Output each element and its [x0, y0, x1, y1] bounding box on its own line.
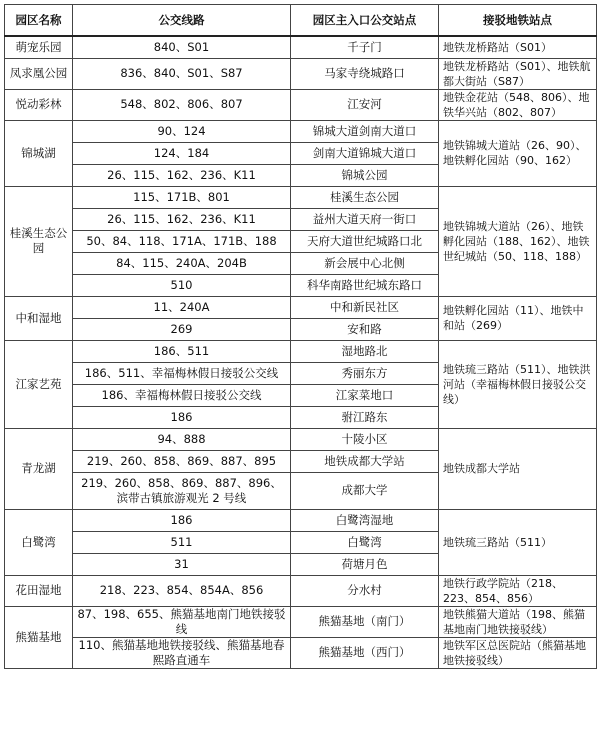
bus-lines-cell: 836、840、S01、S87 — [73, 58, 291, 89]
bus-lines-cell: 31 — [73, 553, 291, 575]
bus-lines-cell: 11、240A — [73, 296, 291, 318]
park-name-cell: 江家艺苑 — [5, 340, 73, 428]
main-stop-cell: 江家菜地口 — [291, 384, 439, 406]
metro-cell: 地铁龙桥路站（S01） — [439, 36, 597, 58]
bus-lines-cell: 94、888 — [73, 428, 291, 450]
metro-cell: 地铁军区总医院站（熊猫基地地铁接驳线） — [439, 637, 597, 668]
bus-lines-cell: 186、511、幸福梅林假日接驳公交线 — [73, 362, 291, 384]
main-stop-cell: 中和新民社区 — [291, 296, 439, 318]
main-stop-cell: 桂溪生态公园 — [291, 186, 439, 208]
main-stop-cell: 十陵小区 — [291, 428, 439, 450]
metro-cell: 地铁行政学院站（218、223、854、856） — [439, 575, 597, 606]
main-stop-cell: 湿地路北 — [291, 340, 439, 362]
bus-lines-cell: 510 — [73, 274, 291, 296]
park-name-cell: 白鹭湾 — [5, 509, 73, 575]
table-row — [5, 89, 597, 120]
metro-cell: 地铁金花站（548、806）、地铁华兴站（802、807） — [439, 89, 597, 120]
table-row — [5, 296, 597, 318]
table-row — [5, 509, 597, 531]
table-row — [5, 575, 597, 606]
bus-lines-cell: 186 — [73, 406, 291, 428]
park-name-cell: 萌宠乐园 — [5, 36, 73, 58]
table-row — [5, 58, 597, 89]
main-stop-cell: 熊猫基地（南门） — [291, 606, 439, 637]
metro-cell: 地铁熊猫大道站（198、熊猫基地南门地铁接驳线） — [439, 606, 597, 637]
main-stop-cell: 安和路 — [291, 318, 439, 340]
header-metro: 接驳地铁站点 — [439, 5, 597, 37]
table-row — [5, 186, 597, 208]
main-stop-cell: 马家寺绕城路口 — [291, 58, 439, 89]
bus-lines-cell: 26、115、162、236、K11 — [73, 208, 291, 230]
table-row — [5, 340, 597, 362]
header-main-stop: 园区主入口公交站点 — [291, 5, 439, 37]
park-name-cell: 中和湿地 — [5, 296, 73, 340]
bus-lines-cell: 269 — [73, 318, 291, 340]
table-row — [5, 120, 597, 142]
park-name-cell: 悦动彩林 — [5, 89, 73, 120]
bus-metro-table — [4, 4, 597, 669]
metro-cell: 地铁孵化园站（11）、地铁中和站（269） — [439, 296, 597, 340]
main-stop-cell: 益州大道天府一街口 — [291, 208, 439, 230]
table-row — [5, 428, 597, 450]
metro-cell: 地铁锦城大道站（26、90）、地铁孵化园站（90、162） — [439, 120, 597, 186]
bus-lines-cell: 87、198、655、熊猫基地南门地铁接驳线 — [73, 606, 291, 637]
bus-lines-cell: 219、260、858、869、887、896、滨带古镇旅游观光 2 号线 — [73, 472, 291, 509]
bus-lines-cell: 50、84、118、171A、171B、188 — [73, 230, 291, 252]
park-name-cell: 凤求凰公园 — [5, 58, 73, 89]
park-name-cell: 花田湿地 — [5, 575, 73, 606]
main-stop-cell: 荷塘月色 — [291, 553, 439, 575]
main-stop-cell: 驸江路东 — [291, 406, 439, 428]
metro-cell: 地铁锦城大道站（26）、地铁孵化园站（188、162）、地铁世纪城站（50、118、188） — [439, 186, 597, 296]
main-stop-cell: 地铁成都大学站 — [291, 450, 439, 472]
header-park: 园区名称 — [5, 5, 73, 37]
main-stop-cell: 白鹭湾 — [291, 531, 439, 553]
main-stop-cell: 秀丽东方 — [291, 362, 439, 384]
main-stop-cell: 锦城公园 — [291, 164, 439, 186]
park-name-cell: 锦城湖 — [5, 120, 73, 186]
bus-lines-cell: 84、115、240A、204B — [73, 252, 291, 274]
metro-cell: 地铁琉三路站（511） — [439, 509, 597, 575]
park-name-cell: 熊猫基地 — [5, 606, 73, 668]
table-row — [5, 637, 597, 668]
main-stop-cell: 科华南路世纪城东路口 — [291, 274, 439, 296]
main-stop-cell: 锦城大道剑南大道口 — [291, 120, 439, 142]
park-name-cell: 青龙湖 — [5, 428, 73, 509]
bus-lines-cell: 90、124 — [73, 120, 291, 142]
bus-lines-cell: 186 — [73, 509, 291, 531]
main-stop-cell: 分水村 — [291, 575, 439, 606]
metro-cell: 地铁琉三路站（511）、地铁洪河站（幸福梅林假日接驳公交线） — [439, 340, 597, 428]
bus-lines-cell: 124、184 — [73, 142, 291, 164]
bus-lines-cell: 840、S01 — [73, 36, 291, 58]
main-stop-cell: 白鹭湾湿地 — [291, 509, 439, 531]
header-row — [5, 5, 597, 37]
metro-cell: 地铁成都大学站 — [439, 428, 597, 509]
bus-lines-cell: 110、熊猫基地地铁接驳线、熊猫基地春熙路直通车 — [73, 637, 291, 668]
table-row — [5, 36, 597, 58]
bus-lines-cell: 548、802、806、807 — [73, 89, 291, 120]
main-stop-cell: 熊猫基地（西门） — [291, 637, 439, 668]
metro-cell: 地铁龙桥路站（S01）、地铁航都大街站（S87） — [439, 58, 597, 89]
main-stop-cell: 剑南大道锦城大道口 — [291, 142, 439, 164]
main-stop-cell: 千子门 — [291, 36, 439, 58]
bus-lines-cell: 219、260、858、869、887、895 — [73, 450, 291, 472]
park-name-cell: 桂溪生态公园 — [5, 186, 73, 296]
bus-lines-cell: 115、171B、801 — [73, 186, 291, 208]
bus-lines-cell: 218、223、854、854A、856 — [73, 575, 291, 606]
bus-lines-cell: 186、幸福梅林假日接驳公交线 — [73, 384, 291, 406]
table-body — [5, 36, 597, 668]
table-row — [5, 606, 597, 637]
main-stop-cell: 新会展中心北侧 — [291, 252, 439, 274]
main-stop-cell: 成都大学 — [291, 472, 439, 509]
header-bus-lines: 公交线路 — [73, 5, 291, 37]
bus-lines-cell: 26、115、162、236、K11 — [73, 164, 291, 186]
main-stop-cell: 江安河 — [291, 89, 439, 120]
main-stop-cell: 天府大道世纪城路口北 — [291, 230, 439, 252]
bus-lines-cell: 186、511 — [73, 340, 291, 362]
bus-lines-cell: 511 — [73, 531, 291, 553]
